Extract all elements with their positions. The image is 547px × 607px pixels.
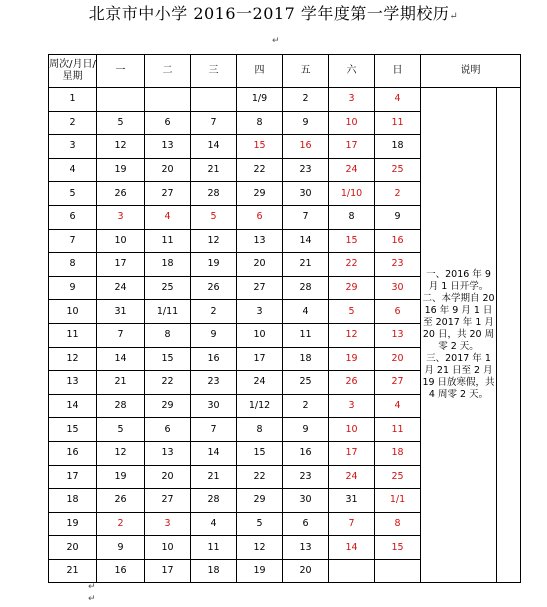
date-cell: 1/1 [375, 489, 421, 513]
week-number-cell: 16 [49, 441, 97, 465]
date-cell: 12 [237, 536, 283, 560]
date-cell: 23 [375, 253, 421, 277]
date-cell: 3 [329, 88, 375, 112]
date-cell: 2 [375, 182, 421, 206]
date-cell: 24 [97, 276, 145, 300]
date-cell: 13 [145, 135, 191, 159]
week-number-cell: 15 [49, 418, 97, 442]
date-cell: 6 [145, 111, 191, 135]
paragraph-mark-icon: ↵ [272, 36, 280, 46]
date-cell: 15 [237, 441, 283, 465]
date-cell: 15 [237, 135, 283, 159]
date-cell: 4 [283, 300, 329, 324]
day-header: 四 [237, 55, 283, 88]
date-cell: 21 [191, 465, 237, 489]
date-cell: 7 [329, 512, 375, 536]
date-cell: 10 [329, 111, 375, 135]
date-cell: 11 [375, 111, 421, 135]
note-line: 二、本学期自 2016 年 9 月 1 日至 2017 年 1 月 20 日，共 20 周零 2 天。 [422, 293, 495, 353]
date-cell: 4 [145, 205, 191, 229]
date-cell: 22 [145, 371, 191, 395]
date-cell: 27 [237, 276, 283, 300]
date-cell: 29 [237, 489, 283, 513]
date-cell: 5 [191, 205, 237, 229]
date-cell: 17 [97, 253, 145, 277]
date-cell: 19 [191, 253, 237, 277]
date-cell: 10 [237, 323, 283, 347]
note-header: 说明 [421, 55, 521, 88]
date-cell: 10 [97, 229, 145, 253]
date-cell: 4 [191, 512, 237, 536]
date-cell: 8 [237, 418, 283, 442]
date-cell: 1/10 [329, 182, 375, 206]
date-cell [375, 559, 421, 583]
note-line: 一、2016 年 9 月 1 日开学。 [426, 269, 491, 293]
date-cell [329, 559, 375, 583]
week-number-cell: 8 [49, 253, 97, 277]
date-cell: 21 [97, 371, 145, 395]
calendar-body [49, 88, 521, 583]
date-cell: 25 [145, 276, 191, 300]
week-number-cell: 12 [49, 347, 97, 371]
week-number-cell: 20 [49, 536, 97, 560]
date-cell: 4 [375, 88, 421, 112]
date-cell: 26 [97, 182, 145, 206]
header-row [49, 55, 521, 88]
date-cell: 16 [97, 559, 145, 583]
week-number-cell: 3 [49, 135, 97, 159]
blank-column-cell [497, 88, 521, 583]
date-cell: 4 [375, 394, 421, 418]
week-number-cell: 21 [49, 559, 97, 583]
date-cell: 31 [329, 489, 375, 513]
date-cell: 28 [191, 489, 237, 513]
week-number-cell: 13 [49, 371, 97, 395]
date-cell: 2 [191, 300, 237, 324]
date-cell: 8 [145, 323, 191, 347]
date-cell: 23 [191, 371, 237, 395]
date-cell: 6 [375, 300, 421, 324]
calendar-table [48, 54, 521, 583]
date-cell: 28 [97, 394, 145, 418]
date-cell: 20 [145, 158, 191, 182]
date-cell: 26 [97, 489, 145, 513]
page-title: 北京市中小学 2016一2017 学年度第一学期校历↵ [88, 4, 459, 23]
date-cell: 17 [145, 559, 191, 583]
date-cell: 8 [329, 205, 375, 229]
date-cell: 2 [283, 88, 329, 112]
week-number-cell: 17 [49, 465, 97, 489]
date-cell: 9 [97, 536, 145, 560]
week-number-cell: 6 [49, 205, 97, 229]
date-cell: 23 [283, 158, 329, 182]
date-cell: 26 [191, 276, 237, 300]
week-header: 周次/月日/星期 [49, 55, 97, 88]
date-cell: 6 [237, 205, 283, 229]
date-cell: 10 [329, 418, 375, 442]
day-header: 六 [329, 55, 375, 88]
date-cell: 19 [97, 158, 145, 182]
date-cell: 5 [237, 512, 283, 536]
date-cell: 7 [191, 418, 237, 442]
date-cell: 16 [283, 441, 329, 465]
note-line: 三、2017 年 1 月 21 日至 2 月 19 日放寒假，共 4 周零 2 天。 [422, 353, 495, 401]
date-cell: 11 [191, 536, 237, 560]
date-cell: 31 [97, 300, 145, 324]
date-cell: 9 [375, 205, 421, 229]
date-cell: 9 [283, 418, 329, 442]
date-cell: 8 [237, 111, 283, 135]
date-cell: 24 [329, 465, 375, 489]
week-number-cell: 1 [49, 88, 97, 112]
week-number-cell: 7 [49, 229, 97, 253]
date-cell: 22 [237, 158, 283, 182]
date-cell: 30 [283, 489, 329, 513]
date-cell: 15 [329, 229, 375, 253]
note-cell [421, 88, 497, 583]
date-cell: 23 [283, 465, 329, 489]
date-cell: 8 [375, 512, 421, 536]
date-cell: 29 [329, 276, 375, 300]
paragraph-mark-icon: ↵ [88, 582, 96, 592]
date-cell: 3 [145, 512, 191, 536]
date-cell: 12 [329, 323, 375, 347]
date-cell: 28 [191, 182, 237, 206]
paragraph-mark-icon: ↵ [449, 11, 459, 22]
day-header: 一 [97, 55, 145, 88]
date-cell: 1/11 [145, 300, 191, 324]
date-cell: 3 [237, 300, 283, 324]
date-cell: 11 [145, 229, 191, 253]
week-number-cell: 5 [49, 182, 97, 206]
day-header: 五 [283, 55, 329, 88]
date-cell: 19 [329, 347, 375, 371]
date-cell: 7 [283, 205, 329, 229]
date-cell: 9 [283, 111, 329, 135]
week-number-cell: 14 [49, 394, 97, 418]
date-cell: 22 [237, 465, 283, 489]
date-cell: 30 [191, 394, 237, 418]
date-cell: 5 [97, 418, 145, 442]
week-number-cell: 2 [49, 111, 97, 135]
date-cell: 21 [283, 253, 329, 277]
date-cell: 17 [237, 347, 283, 371]
date-cell: 18 [375, 441, 421, 465]
date-cell: 12 [191, 229, 237, 253]
date-cell: 9 [191, 323, 237, 347]
date-cell: 13 [283, 536, 329, 560]
date-cell: 29 [237, 182, 283, 206]
date-cell: 18 [145, 253, 191, 277]
date-cell: 15 [375, 536, 421, 560]
week-number-cell: 11 [49, 323, 97, 347]
date-cell: 3 [329, 394, 375, 418]
date-cell: 21 [191, 158, 237, 182]
date-cell: 6 [283, 512, 329, 536]
date-cell: 17 [329, 441, 375, 465]
date-cell: 5 [97, 111, 145, 135]
date-cell: 26 [329, 371, 375, 395]
date-cell: 11 [283, 323, 329, 347]
week-number-cell: 4 [49, 158, 97, 182]
day-header: 二 [145, 55, 191, 88]
date-cell: 20 [283, 559, 329, 583]
date-cell: 16 [191, 347, 237, 371]
date-cell: 22 [329, 253, 375, 277]
date-cell: 12 [97, 441, 145, 465]
date-cell: 17 [329, 135, 375, 159]
date-cell: 28 [283, 276, 329, 300]
date-cell: 3 [97, 205, 145, 229]
date-cell: 27 [145, 489, 191, 513]
date-cell: 24 [237, 371, 283, 395]
date-cell: 13 [237, 229, 283, 253]
date-cell: 19 [97, 465, 145, 489]
date-cell [191, 88, 237, 112]
date-cell: 16 [375, 229, 421, 253]
date-cell: 16 [283, 135, 329, 159]
paragraph-mark-icon: ↵ [88, 594, 96, 604]
date-cell [145, 88, 191, 112]
week-number-cell: 19 [49, 512, 97, 536]
date-cell: 24 [329, 158, 375, 182]
table-row [49, 88, 521, 112]
day-header: 日 [375, 55, 421, 88]
date-cell: 2 [283, 394, 329, 418]
date-cell: 1/12 [237, 394, 283, 418]
date-cell: 25 [283, 371, 329, 395]
week-number-cell: 10 [49, 300, 97, 324]
date-cell: 27 [145, 182, 191, 206]
date-cell: 12 [97, 135, 145, 159]
date-cell: 14 [329, 536, 375, 560]
date-cell: 13 [145, 441, 191, 465]
date-cell: 30 [283, 182, 329, 206]
date-cell: 13 [375, 323, 421, 347]
date-cell: 20 [375, 347, 421, 371]
date-cell: 5 [329, 300, 375, 324]
date-cell: 25 [375, 465, 421, 489]
date-cell: 1/9 [237, 88, 283, 112]
date-cell: 27 [375, 371, 421, 395]
date-cell: 20 [145, 465, 191, 489]
week-number-cell: 9 [49, 276, 97, 300]
date-cell: 14 [97, 347, 145, 371]
day-header: 三 [191, 55, 237, 88]
date-cell: 18 [375, 135, 421, 159]
date-cell: 18 [191, 559, 237, 583]
week-number-cell: 18 [49, 489, 97, 513]
date-cell: 20 [237, 253, 283, 277]
date-cell: 7 [97, 323, 145, 347]
date-cell: 19 [237, 559, 283, 583]
date-cell: 7 [191, 111, 237, 135]
date-cell: 18 [283, 347, 329, 371]
date-cell [97, 88, 145, 112]
date-cell: 14 [283, 229, 329, 253]
date-cell: 30 [375, 276, 421, 300]
date-cell: 25 [375, 158, 421, 182]
date-cell: 2 [97, 512, 145, 536]
date-cell: 29 [145, 394, 191, 418]
date-cell: 14 [191, 135, 237, 159]
date-cell: 14 [191, 441, 237, 465]
date-cell: 10 [145, 536, 191, 560]
date-cell: 6 [145, 418, 191, 442]
date-cell: 15 [145, 347, 191, 371]
date-cell: 11 [375, 418, 421, 442]
